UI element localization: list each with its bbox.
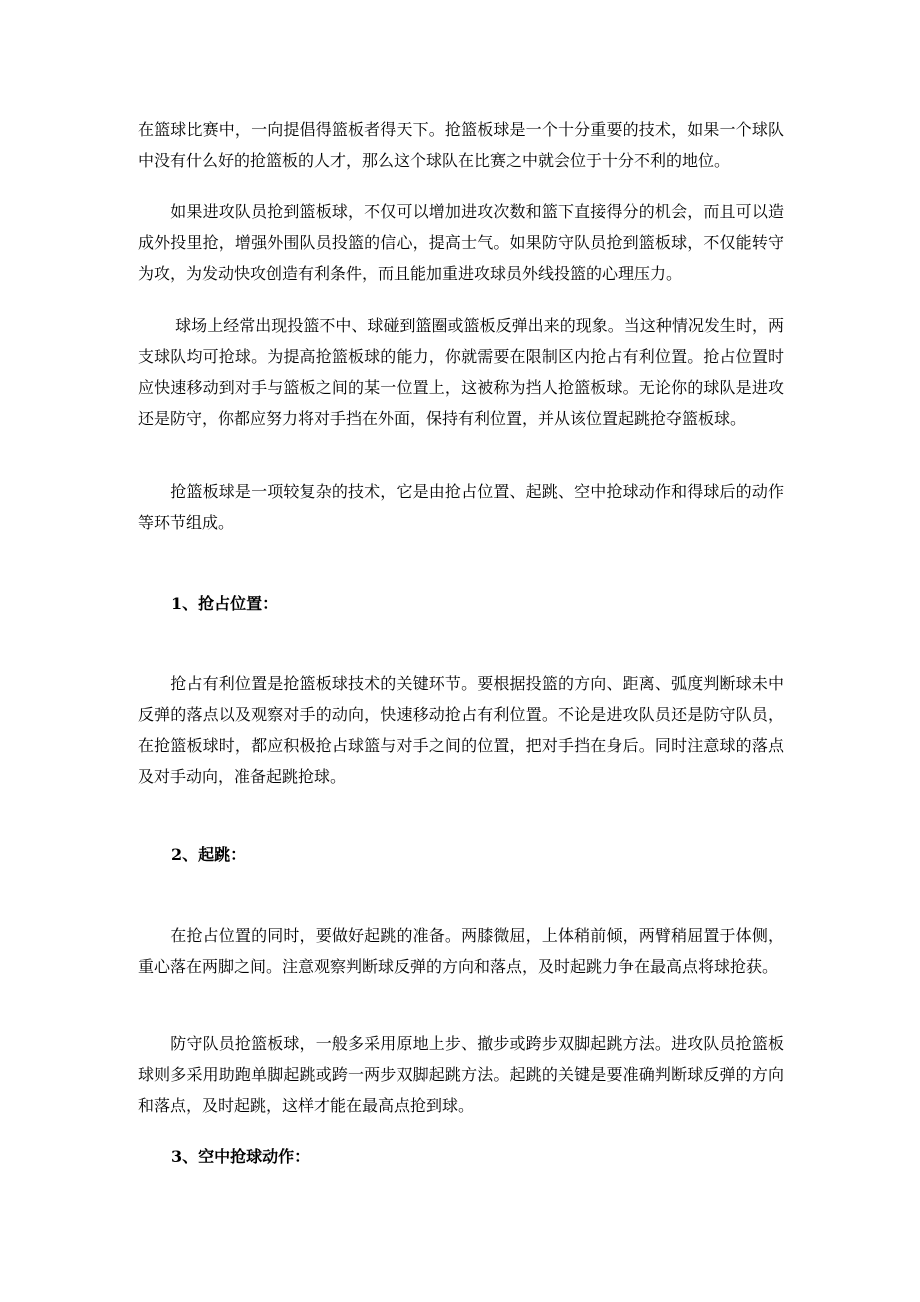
section-heading-jump: 2、起跳： <box>171 845 247 864</box>
paragraph-jump-prep: 在抢占位置的同时，要做好起跳的准备。两膝微屈，上体稍前倾，两臂稍屈置于体侧，重心落在两脚之间。注意观察判断球反弹的方向和落点，及时起跳力争在最高点将球抢获。 <box>138 926 784 976</box>
paragraph-positioning: 抢占有利位置是抢篮板球技术的关键环节。要根据投篮的方向、距离、弧度判断球未中反弹的落点以及观察对手的动向，快速移动抢占有利位置。不论是进攻队员还是防守队员，在抢篮板球时，都应积极抢占球篮与对手之间的位置，把对手挡在身后。同时注意球的落点及对手动向，准备起跳抢球。 <box>138 674 784 786</box>
paragraph-jump-methods: 防守队员抢篮板球，一般多采用原地上步、撤步或跨步双脚起跳方法。进攻队员抢篮板球则多采用助跑单脚起跳或跨一两步双脚起跳方法。起跳的关键是要准确判断球反弹的方向和落点，及时起跳，这样才能在最高点抢到球。 <box>138 1034 784 1115</box>
section-heading-aerial-grab: 3、空中抢球动作： <box>171 1147 311 1166</box>
paragraph-box-out: 球场上经常出现投篮不中、球碰到篮圈或篮板反弹出来的现象。当这种情况发生时，两支球队均可抢球。为提高抢篮板球的能力，你就需要在限制区内抢占有利位置。抢占位置时应快速移动到对手与篮板之间的某一位置上，这被称为挡人抢篮板球。无论你的球队是进攻还是防守，你都应努力将对手挡在外面，保持有利位置，并从该位置起跳抢夺篮板球。 <box>138 316 784 428</box>
paragraph-offense-defense: 如果进攻队员抢到篮板球，不仅可以增加进攻次数和篮下直接得分的机会，而且可以造成外投里抢，增强外围队员投篮的信心，提高士气。如果防守队员抢到篮板球，不仅能转守为攻，为发动快攻创造有利条件，而且能加重进攻球员外线投篮的心理压力。 <box>138 202 784 283</box>
paragraph-components: 抢篮板球是一项较复杂的技术，它是由抢占位置、起跳、空中抢球动作和得球后的动作等环节组成。 <box>138 482 784 532</box>
paragraph-intro: 在篮球比赛中，一向提倡得篮板者得天下。抢篮板球是一个十分重要的技术，如果一个球队中没有什么好的抢篮板的人才，那么这个球队在比赛之中就会位于十分不利的地位。 <box>138 120 784 170</box>
section-heading-positioning: 1、抢占位置： <box>171 594 279 613</box>
